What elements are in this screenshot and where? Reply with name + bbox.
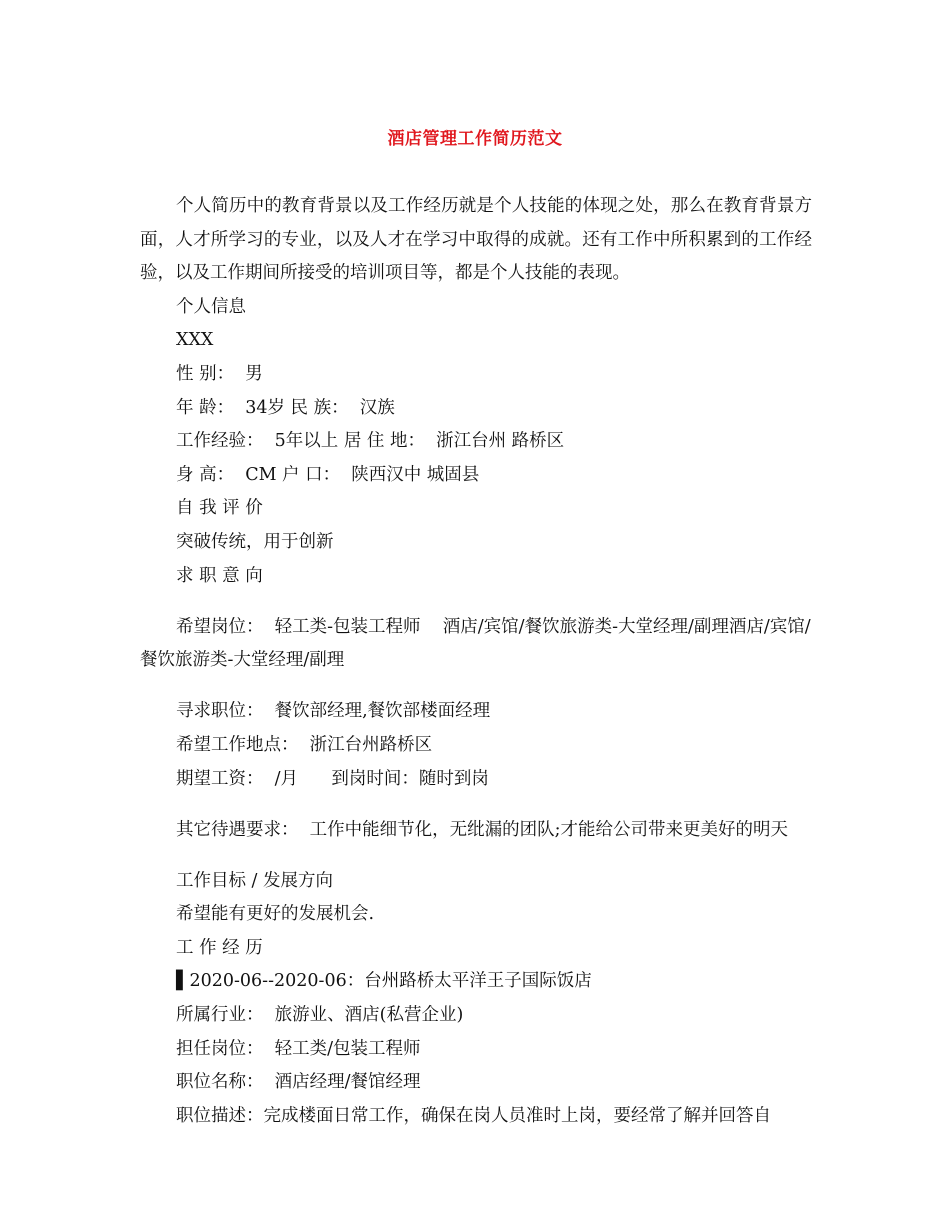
desired-location-line: 希望工作地点： 浙江台州路桥区 <box>176 734 433 755</box>
job-intent-heading: 求 职 意 向 <box>176 565 263 586</box>
goals-heading: 工作目标 / 发展方向 <box>176 870 334 891</box>
desired-position-line: 希望岗位： 轻工类-包装工程师 酒店/宾馆/餐饮旅游类-大堂经理/副理酒店/宾馆/餐饮旅游类-大堂经理/副理 <box>140 616 811 671</box>
personal-info-heading: 个人信息 <box>176 296 246 317</box>
self-eval-heading: 自 我 评 价 <box>176 498 263 519</box>
intro-paragraph: 个人简历中的教育背景以及工作经历就是个人技能的体现之处，那么在教育背景方面，人才所学习的专业，以及人才在学习中取得的成就。还有工作中所积累到的工作经验，以及工作期间所接受的培训项目等，都是个人技能的表现。 <box>140 196 812 284</box>
document-body <box>140 190 812 1133</box>
self-eval-text: 突破传统，用于创新 <box>176 531 334 552</box>
work-entry-title: ▌2020-06--2020-06：台州路桥太平洋王子国际饭店 <box>176 971 592 992</box>
other-requirements-line: 其它待遇要求： 工作中能细节化，无纰漏的团队;才能给公司带来更美好的明天 <box>176 819 789 840</box>
gender-line: 性 别： 男 <box>176 363 263 384</box>
experience-line: 工作经验： 5年以上 居 住 地： 浙江台州 路桥区 <box>176 431 565 452</box>
work-industry-line: 所属行业： 旅游业、酒店(私营企业) <box>176 1005 464 1026</box>
work-history-heading: 工 作 经 历 <box>176 937 263 958</box>
salary-line: 期望工资： /月 到岗时间：随时到岗 <box>176 768 489 789</box>
work-description-line: 职位描述：完成楼面日常工作，确保在岗人员准时上岗，要经常了解并回答自 <box>176 1105 771 1126</box>
goals-text: 希望能有更好的发展机会. <box>176 904 375 925</box>
age-line: 年 龄： 34岁 民 族： 汉族 <box>176 397 395 418</box>
work-position-line: 担任岗位： 轻工类/包装工程师 <box>176 1038 421 1059</box>
name-line: XXX <box>176 330 214 351</box>
document-title: 酒店管理工作简历范文 <box>387 129 563 149</box>
height-line: 身 高： CM 户 口： 陕西汉中 城固县 <box>176 464 480 485</box>
seeking-position-line: 寻求职位： 餐饮部经理,餐饮部楼面经理 <box>176 701 491 722</box>
work-job-title-line: 职位名称： 酒店经理/餐馆经理 <box>176 1072 421 1093</box>
